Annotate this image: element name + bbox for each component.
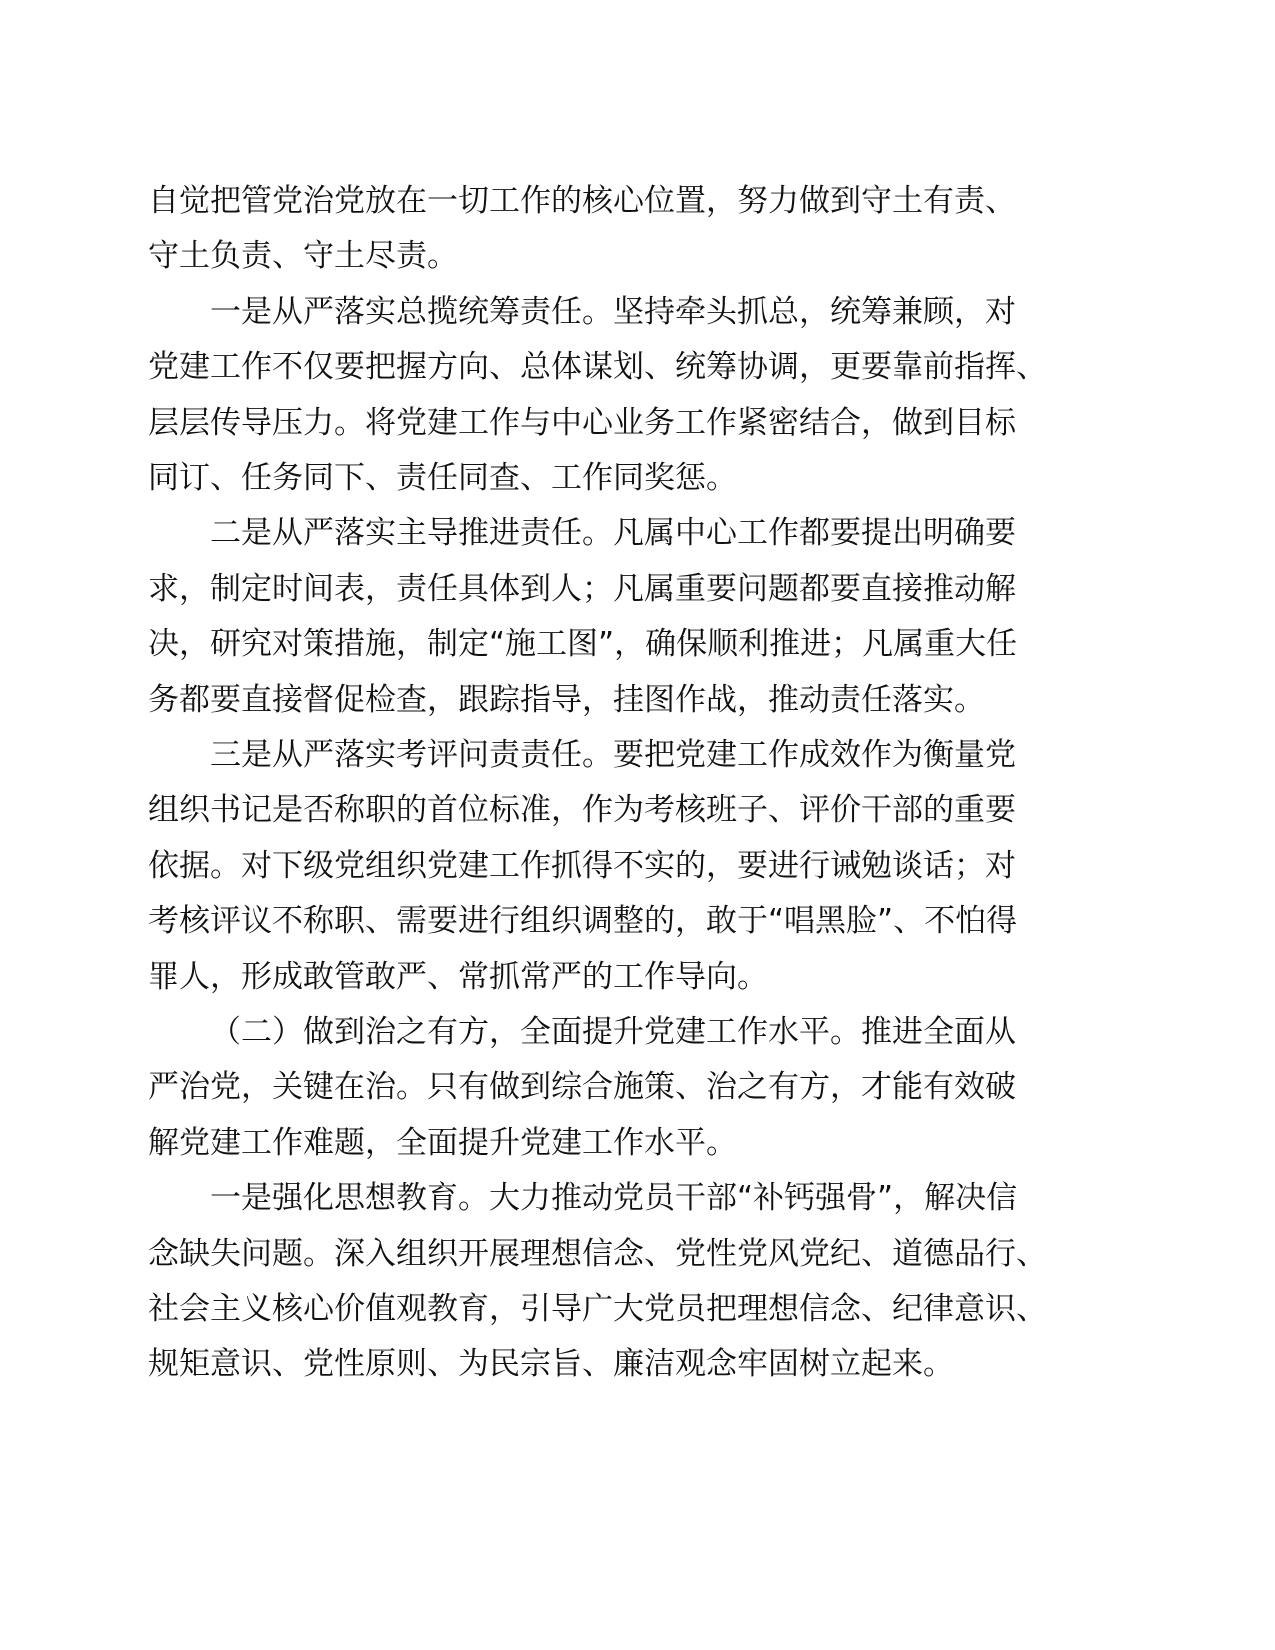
text-line: 念缺失问题。深入组织开展理想信念、党性党风党纪、道德品行、 bbox=[148, 1236, 1047, 1272]
text-line: 组织书记是否称职的首位标准，作为考核班子、评价干部的重要 bbox=[148, 792, 1016, 828]
text-line: 考核评议不称职、需要进行组织调整的，敢于“唱黑脸”、不怕得 bbox=[148, 903, 1018, 939]
text-line: 一是从严落实总揽统筹责任。坚持牵头抓总，统筹兼顾，对 bbox=[210, 294, 1016, 330]
text-line: 决，研究对策措施，制定“施工图”，确保顺利推进；凡属重大任 bbox=[148, 626, 1018, 662]
text-line: 同订、任务同下、责任同查、工作同奖惩。 bbox=[148, 460, 737, 496]
text-line: 规矩意识、党性原则、为民宗旨、廉洁观念牢固树立起来。 bbox=[148, 1346, 954, 1382]
text-line: 党建工作不仅要把握方向、总体谋划、统筹协调，更要靠前指挥、 bbox=[148, 349, 1047, 385]
text-line: 严治党，关键在治。只有做到综合施策、治之有方，才能有效破 bbox=[148, 1069, 1016, 1105]
text-line: 自觉把管党治党放在一切工作的核心位置，努力做到守土有责、 bbox=[148, 183, 1016, 219]
text-line: （二）做到治之有方，全面提升党建工作水平。推进全面从 bbox=[210, 1014, 1016, 1050]
text-line: 层层传导压力。将党建工作与中心业务工作紧密结合，做到目标 bbox=[148, 405, 1016, 441]
text-line: 社会主义核心价值观教育，引导广大党员把理想信念、纪律意识、 bbox=[148, 1291, 1047, 1327]
text-line: 求，制定时间表，责任具体到人；凡属重要问题都要直接推动解 bbox=[148, 571, 1016, 607]
text-line: 解党建工作难题，全面提升党建工作水平。 bbox=[148, 1125, 737, 1161]
text-line: 务都要直接督促检查，跟踪指导，挂图作战，推动责任落实。 bbox=[148, 682, 985, 718]
text-line: 依据。对下级党组织党建工作抓得不实的，要进行诫勉谈话；对 bbox=[148, 848, 1016, 884]
text-line: 守土负责、守土尽责。 bbox=[148, 238, 458, 274]
text-line: 罪人，形成敢管敢严、常抓常严的工作导向。 bbox=[148, 959, 768, 995]
text-line: 一是强化思想教育。大力推动党员干部“补钙强骨”，解决信 bbox=[210, 1180, 1018, 1216]
text-line: 三是从严落实考评问责责任。要把党建工作成效作为衡量党 bbox=[210, 737, 1016, 773]
text-line: 二是从严落实主导推进责任。凡属中心工作都要提出明确要 bbox=[210, 515, 1016, 551]
